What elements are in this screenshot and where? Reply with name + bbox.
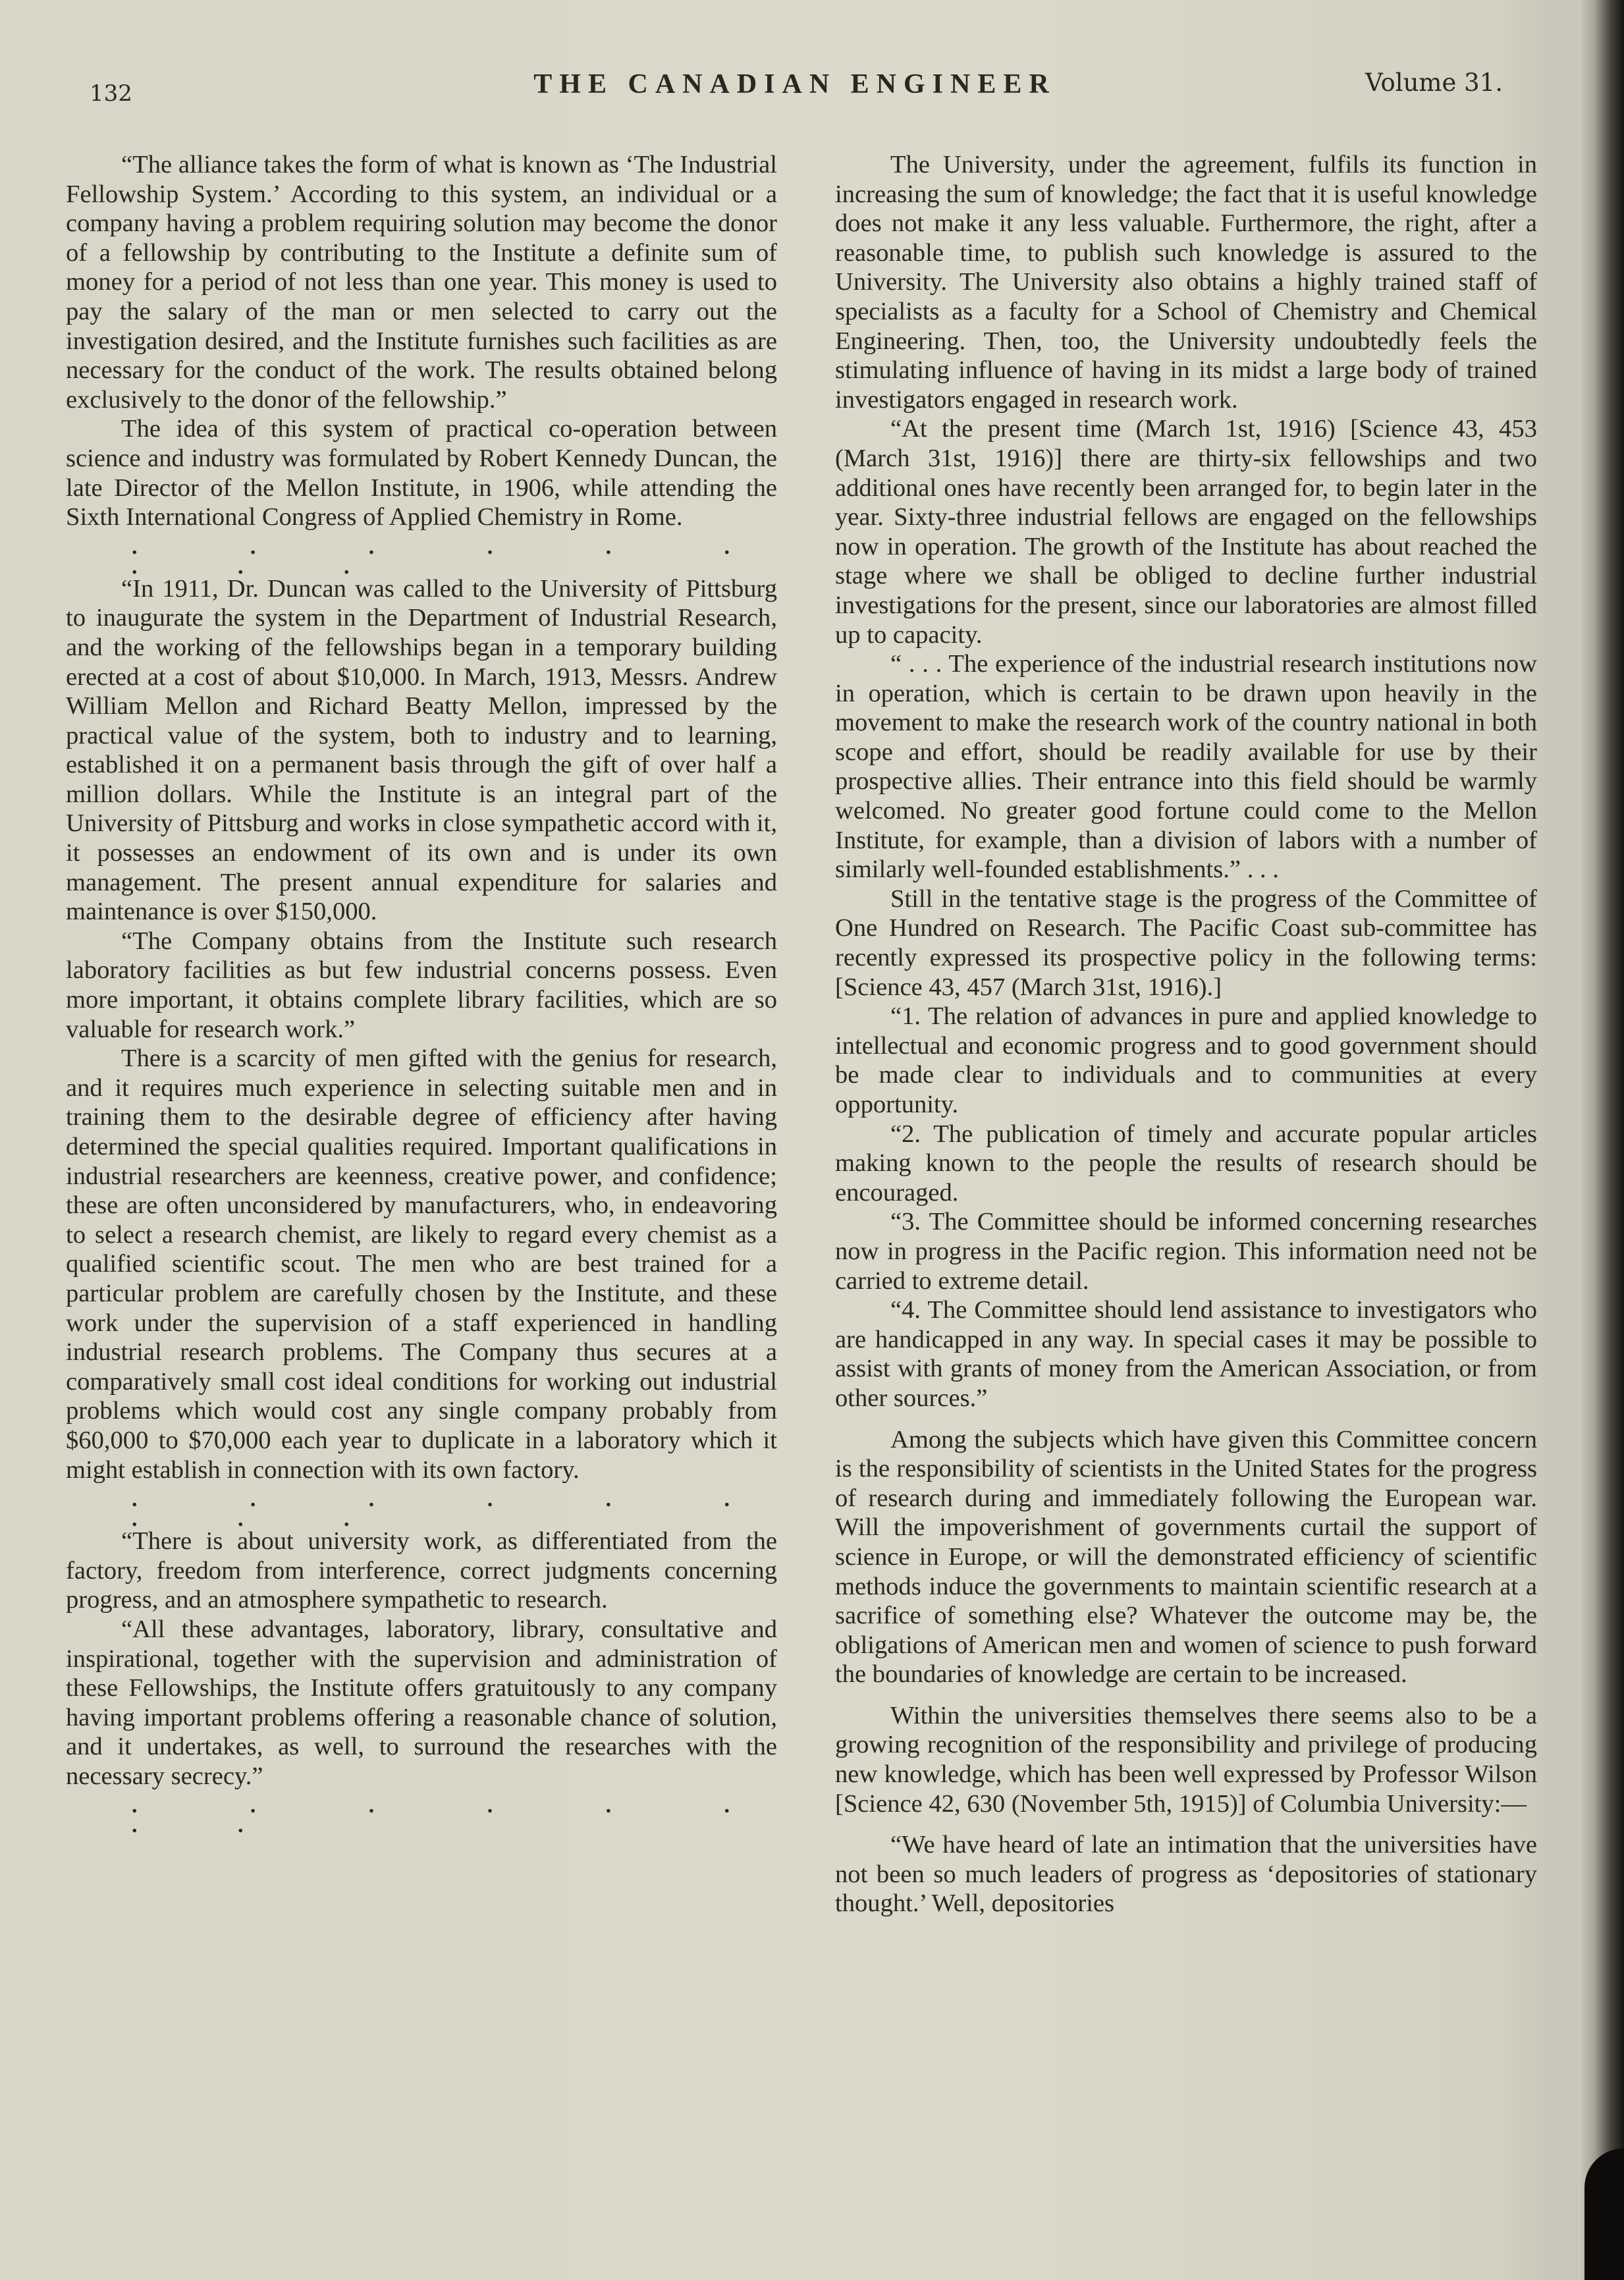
numbered-paragraph: “4. The Committee should lend assistance to investigators who are handicapped in any way. In special cases it may be possible to assist with grants of money from the American Association, or from other sources.” [835, 1296, 1537, 1412]
page-corner [1584, 2148, 1624, 2280]
paragraph: “The alliance takes the form of what is known as ‘The Industrial Fellowship System.’ According to this system, an individual or a company having a problem requiring solution may become the donor of a fellowship by contributing to the Institute a definite sum of money for a period of not less than one year. This money is used to pay the salary of the man or men selected to carry out the investigation desired, and the Institute furnishes such facilities as are necessary for the conduct of the work. The results obtained belong exclusively to the donor of the fellowship.” [66, 151, 777, 414]
right-column [835, 150, 1537, 1918]
volume-label: Volume 31. [1365, 68, 1503, 97]
paragraph: The idea of this system of practical co-operation between science and industry was formulated by Robert Kennedy Duncan, the late Director of the Mellon Institute, in 1906, while attending the Sixth International Congress of Applied Chemistry in Rome. [66, 415, 777, 531]
page-number: 132 [90, 80, 132, 107]
paragraph: The University, under the agreement, fulfils its function in increasing the sum of knowledge; the fact that it is useful knowledge does not make it any less valuable. Furthermore, the right, after a reasonable time, to publish such knowledge is assured to the University. The University also obtains a highly trained staff of specialists as a faculty for a School of Chemistry and Chemical Engineering. Then, too, the University undoubtedly feels the stimulating influence of having in its midst a large body of trained investigators engaged in research work. [835, 151, 1537, 414]
ellipsis-row: . . . . . . . . . [132, 534, 777, 579]
paragraph: “We have heard of late an intimation that the universities have not been so much leaders of progress as ‘depositories of stationary thought.’ Well, depositories [835, 1831, 1537, 1918]
running-header [87, 61, 1503, 113]
ellipsis-row: . . . . . . . . . [132, 1487, 777, 1532]
paragraph: Among the subjects which have given this Committee concern is the responsibility of scientists in the United States for the progress of research during and immediately following the European war. Will the impoverishment of governments curtail the support of science in Europe, or will the demonstrated efficiency of scientific methods induce the governments to maintain scientific research at a sacrifice of something else? Whatever the outcome may be, the obligations of American men and women of science to push forward the boundaries of knowledge are certain to be increased. [835, 1425, 1537, 1689]
paragraph: “The Company obtains from the Institute such research laboratory facilities as but few industrial concerns possess. Even more important, it obtains complete library facilities, which are so valuable for research work.” [66, 927, 777, 1043]
paragraph: There is a scarcity of men gifted with the genius for research, and it requires much experience in selecting suitable men and in training them to the desirable degree of efficiency after having determined the special qualities required. Important qualifications in industrial researchers are keenness, creative power, and confidence; these are often unconsidered by manufacturers, who, in endeavoring to select a research chemist, are likely to regard every chemist as a qualified scientific scout. The men who are best trained for a particular problem are carefully chosen by the Institute, and these work under the supervision of a staff experienced in handling industrial research problems. The Company thus secures at a comparatively small cost ideal conditions for working out industrial problems which would cost any single company probably from $60,000 to $70,000 each year to duplicate in a laboratory which it might establish in connection with its own factory. [66, 1045, 777, 1484]
paragraph: Within the universities themselves there seems also to be a growing recognition of the responsibility and privilege of producing new knowledge, which has been well expressed by Professor Wilson [Science 42, 630 (November 5th, 1915)] of Columbia University:— [835, 1701, 1537, 1818]
journal-title: THE CANADIAN ENGINEER [533, 69, 1056, 99]
numbered-paragraph: “1. The relation of advances in pure and applied knowledge to intellectual and economic progress and to good government should be made clear to individuals and to communities at every opportunity. [835, 1002, 1537, 1118]
paragraph: “At the present time (March 1st, 1916) [Science 43, 453 (March 31st, 1916)] there are thirty-six fellowships and two additional ones have recently been arranged for, to begin later in the year. Sixty-three industrial fellows are engaged on the fellowships now in operation. The growth of the Institute has about reached the stage where we shall be obliged to decline further industrial investigations for the present, since our laboratories are almost filled up to capacity. [835, 415, 1537, 649]
paragraph: “In 1911, Dr. Duncan was called to the University of Pittsburg to inaugurate the system in the Department of Industrial Research, and the working of the fellowships began in a temporary building erected at a cost of about $10,000. In March, 1913, Messrs. Andrew William Mellon and Richard Beatty Mellon, impressed by the practical value of the system, both to industry and to learning, established it on a permanent basis through the gift of over half a million dollars. While the Institute is an integral part of the University of Pittsburg and works in close sympathetic accord with it, it possesses an endowment of its own and is under its own management. The present annual expenditure for salaries and maintenance is over $150,000. [66, 574, 777, 926]
paragraph: Still in the tentative stage is the progress of the Committee of One Hundred on Research. The Pacific Coast sub-committee has recently expressed its prospective policy in the following terms: [Science 43, 457 (March 31st, 1916).] [835, 884, 1537, 1001]
paragraph: “All these advantages, laboratory, library, consultative and inspirational, together with the supervision and administration of these Fellowships, the Institute offers gratuitously to any company having important problems offering a reasonable chance of solution, and it undertakes, as well, to surround the researches with the necessary secrecy.” [66, 1615, 777, 1790]
page-edge-shadow [1578, 0, 1624, 2280]
numbered-paragraph: “2. The publication of timely and accurate popular articles making known to the people the results of research should be encouraged. [835, 1120, 1537, 1207]
paragraph: “ . . . The experience of the industrial research institutions now in operation, which is certain to be drawn upon heavily in the movement to make the research work of the country national in both scope and effort, should be readily available for use by their prospective allies. Their entrance into this field should be warmly welcomed. No greater good fortune could come to the Mellon Institute, for example, than a division of labors with a number of similarly well-founded establishments.” . . . [835, 650, 1537, 884]
ellipsis-row: . . . . . . . . [132, 1793, 777, 1838]
paragraph: “There is about university work, as differentiated from the factory, freedom from interference, correct judgments concerning progress, and an atmosphere sympathetic to research. [66, 1527, 777, 1614]
numbered-paragraph: “3. The Committee should be informed concerning researches now in progress in the Pacific region. This information need not be carried to extreme detail. [835, 1208, 1537, 1295]
left-column [66, 150, 777, 1838]
